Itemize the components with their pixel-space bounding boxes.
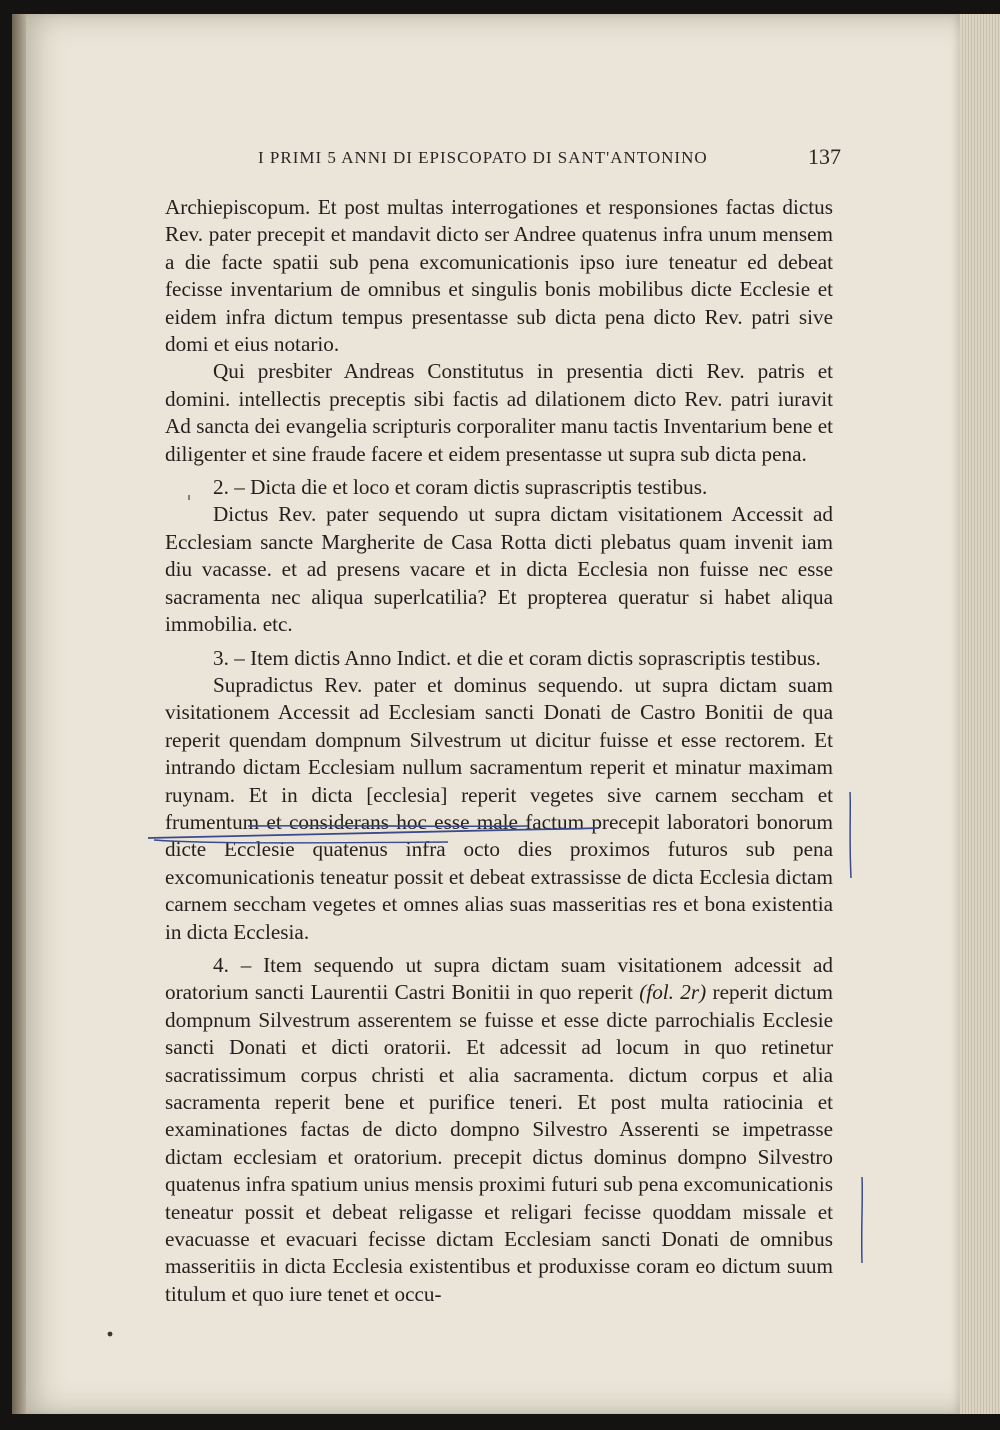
paragraph-1: Archiepiscopum. Et post multas interrogationes et responsiones factas dictus Rev. pater precepit et mandavit dicto ser Andree quatenus infra unum mensem a die facte spatii sub pena excomunicationis ipso iure teneatur ed debeat fecisse inventarium de omnibus et singulis bonis mobilibus dicte Ecclesie et eidem infra dictum tempus presentasse sub dicta pena dicto Rev. patri sive domi et eius notario. <box>165 195 833 357</box>
paragraph-4: Dictus Rev. pater sequendo ut supra dictam visitationem Accessit ad Ecclesiam sancte Margherite de Casa Rotta dicti plebatus quam invenit iam diu vacasse. et ad presens vacare et in dicta Ecclesia non fuisse nec esse sacramenta nec aliqua superlcatilia? Et propterea queratur si habet aliqua immobilia. etc. <box>165 502 833 637</box>
paragraph-7-text-after: reperit dictum dompnum Silvestrum asserentem se fuisse et esse dicte parrochialis Ecclesie sancti Donati et dicti oratorii. Et adcessit ad locum in quo retinetur sacratissimum corpus christi et alia sacramenta. dictum corpus et alia sacramenta reperit bene et purifice teneri. Et post multa ratiocinia et examinationes factas de dicto dompno Silvestro Asserenti se impetrasse dictam ecclesiam et oratorium. precepit dictus dominus dompno Silvestro quatenus infra spatium unius mensis proximi futuri sub pena excomunicationis teneatur possit et debeat religasse et religari fecisse quoddam missale et evacuasse et evacuari fecisse dictam Ecclesiam sancti Donati de omnibus masseritiis in dicta Ecclesia existentibus et produxisse coram eo dictum suum titulum et quo iure tenet et occu- <box>165 980 833 1306</box>
body-text <box>165 194 833 1308</box>
paragraph-2: Qui presbiter Andreas Constitutus in presentia dicti Rev. patris et domini. intellectis preceptis sibi factis ad dilationem dicto Rev. patri iuravit Ad sancta dei evangelia scripturis corporaliter manu tactis Inventarium bene et diligenter et sine fraude facere et eidem presentasse ut supra sub dicta pena. <box>165 359 833 466</box>
running-header: I PRIMI 5 ANNI DI EPISCOPATO DI SANT'ANTONINO <box>258 148 708 167</box>
page-number: 137 <box>808 144 841 169</box>
page-edges <box>960 14 1000 1414</box>
folio-reference: (fol. 2r) <box>639 980 707 1005</box>
paragraph-7-text-before: 4. – Item sequendo ut supra dictam suam visitationem adcessit ad oratorium sancti Laurentii Castri Bonitii in quo reperit <box>165 952 833 1005</box>
gutter-shadow <box>12 14 26 1414</box>
paragraph-5: 3. – Item dictis Anno Indict. et die et coram dictis soprascriptis testibus. <box>213 645 821 670</box>
paragraph-7 <box>165 952 833 1308</box>
paragraph-6: Supradictus Rev. pater et dominus sequendo. ut supra dictam suam visitationem Accessit ad Ecclesiam sancti Donati de Castro Bonitii de qua reperit quendam dompnum Silvestrum ut dicitur fuisse et esse rectorem. Et intrando dictam Ecclesiam nullum sacramentum reperit et minatur maximam ruynam. Et in dicta [ecclesia] reperit vegetes sive carnem seccham et frumentum et considerans hoc esse male factum precepit laboratori bonorum dicte Ecclesie quatenus infra octo dies proximos futuros sub pena excomunicationis teneatur possit et debeat extrassisse de dicta Ecclesia dictam carnem seccham vegetes et omnes alias suas masseritias res et bona existentia in dicta Ecclesia. <box>165 672 833 944</box>
paragraph-3: 2. – Dicta die et loco et coram dictis suprascriptis testibus. <box>213 475 708 500</box>
